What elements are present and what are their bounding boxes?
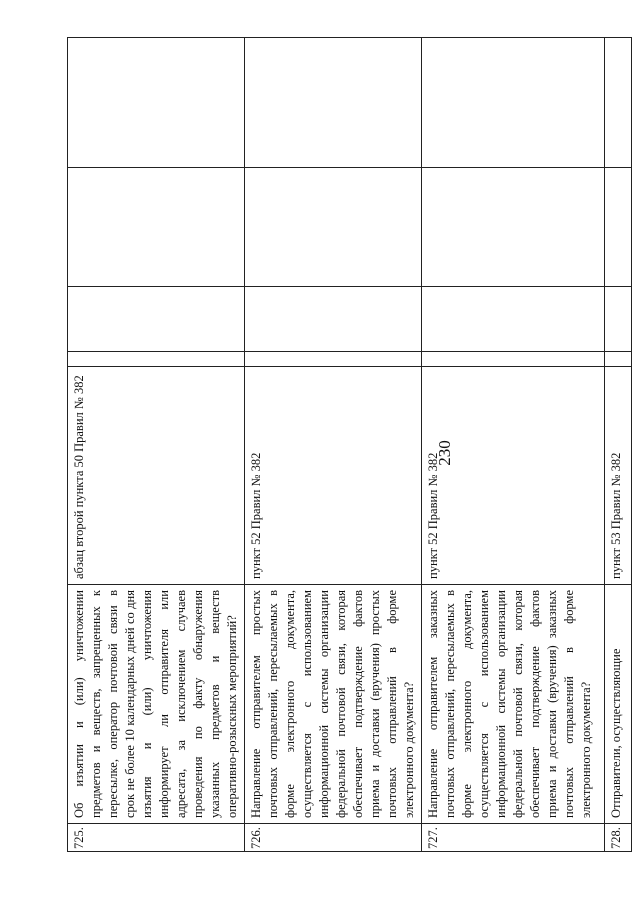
- answer-cell: [422, 168, 605, 287]
- legal-reference: пункт 52 Правил № 382: [245, 367, 422, 585]
- answer-cell: [245, 38, 422, 168]
- legal-reference: пункт 53 Правил № 382: [605, 367, 632, 585]
- answer-cell: [605, 287, 632, 352]
- question-text: Отправители, осуществляющие: [605, 585, 632, 824]
- answer-cell: [422, 38, 605, 168]
- row-number: 727.: [422, 824, 605, 852]
- page-number: 230: [435, 440, 454, 466]
- row-number: 728.: [605, 824, 632, 852]
- checklist-sheet: [67, 37, 623, 852]
- answer-cell: [68, 168, 245, 287]
- question-text: Об изъятии и (или) уничтожении предметов и веществ, запрещенных к пересылке, оператор почтовой связи в срок не более 10 календарных дней со дня изъятия и (или) уничтожения информирует ли отправителя или адресата, за исключением случаев проведения по факту обнаружения указанных предметов и веществ оперативно-розыскных мероприятий?: [68, 585, 245, 824]
- answer-cell: [422, 287, 605, 352]
- answer-cell: [605, 168, 632, 287]
- answer-cell: [605, 352, 632, 367]
- answer-cell: [68, 38, 245, 168]
- answer-cell: [605, 38, 632, 168]
- answer-cell: [245, 352, 422, 367]
- legal-reference: абзац второй пункта 50 Правил № 382: [68, 367, 245, 585]
- answer-cell: [422, 352, 605, 367]
- row-number: 725.: [68, 824, 245, 852]
- question-text: Направление отправителем заказных почтовых отправлений, пересылаемых в форме электронного документа, осуществляется с использованием информационной системы организации федеральной почтовой связи, которая обеспечивает подтверждение фактов приема и доставки (вручения) заказных почтовых отправлений в форме электронного документа?: [422, 585, 605, 824]
- answer-cell: [245, 287, 422, 352]
- table-row: [422, 38, 605, 852]
- table-row: [605, 38, 632, 852]
- answer-cell: [68, 287, 245, 352]
- answer-cell: [245, 168, 422, 287]
- table-row: [245, 38, 422, 852]
- legal-reference: пункт 52 Правил № 382: [422, 367, 605, 585]
- question-text: Направление отправителем простых почтовых отправлений, пересылаемых в форме электронного документа, осуществляется с использованием информационной системы организации федеральной почтовой связи, которая обеспечивает подтверждение фактов приема и доставки (вручения) простых почтовых отправлений в форме электронного документа?: [245, 585, 422, 824]
- answer-cell: [68, 352, 245, 367]
- checklist-table: [67, 37, 632, 852]
- table-row: [68, 38, 245, 852]
- row-number: 726.: [245, 824, 422, 852]
